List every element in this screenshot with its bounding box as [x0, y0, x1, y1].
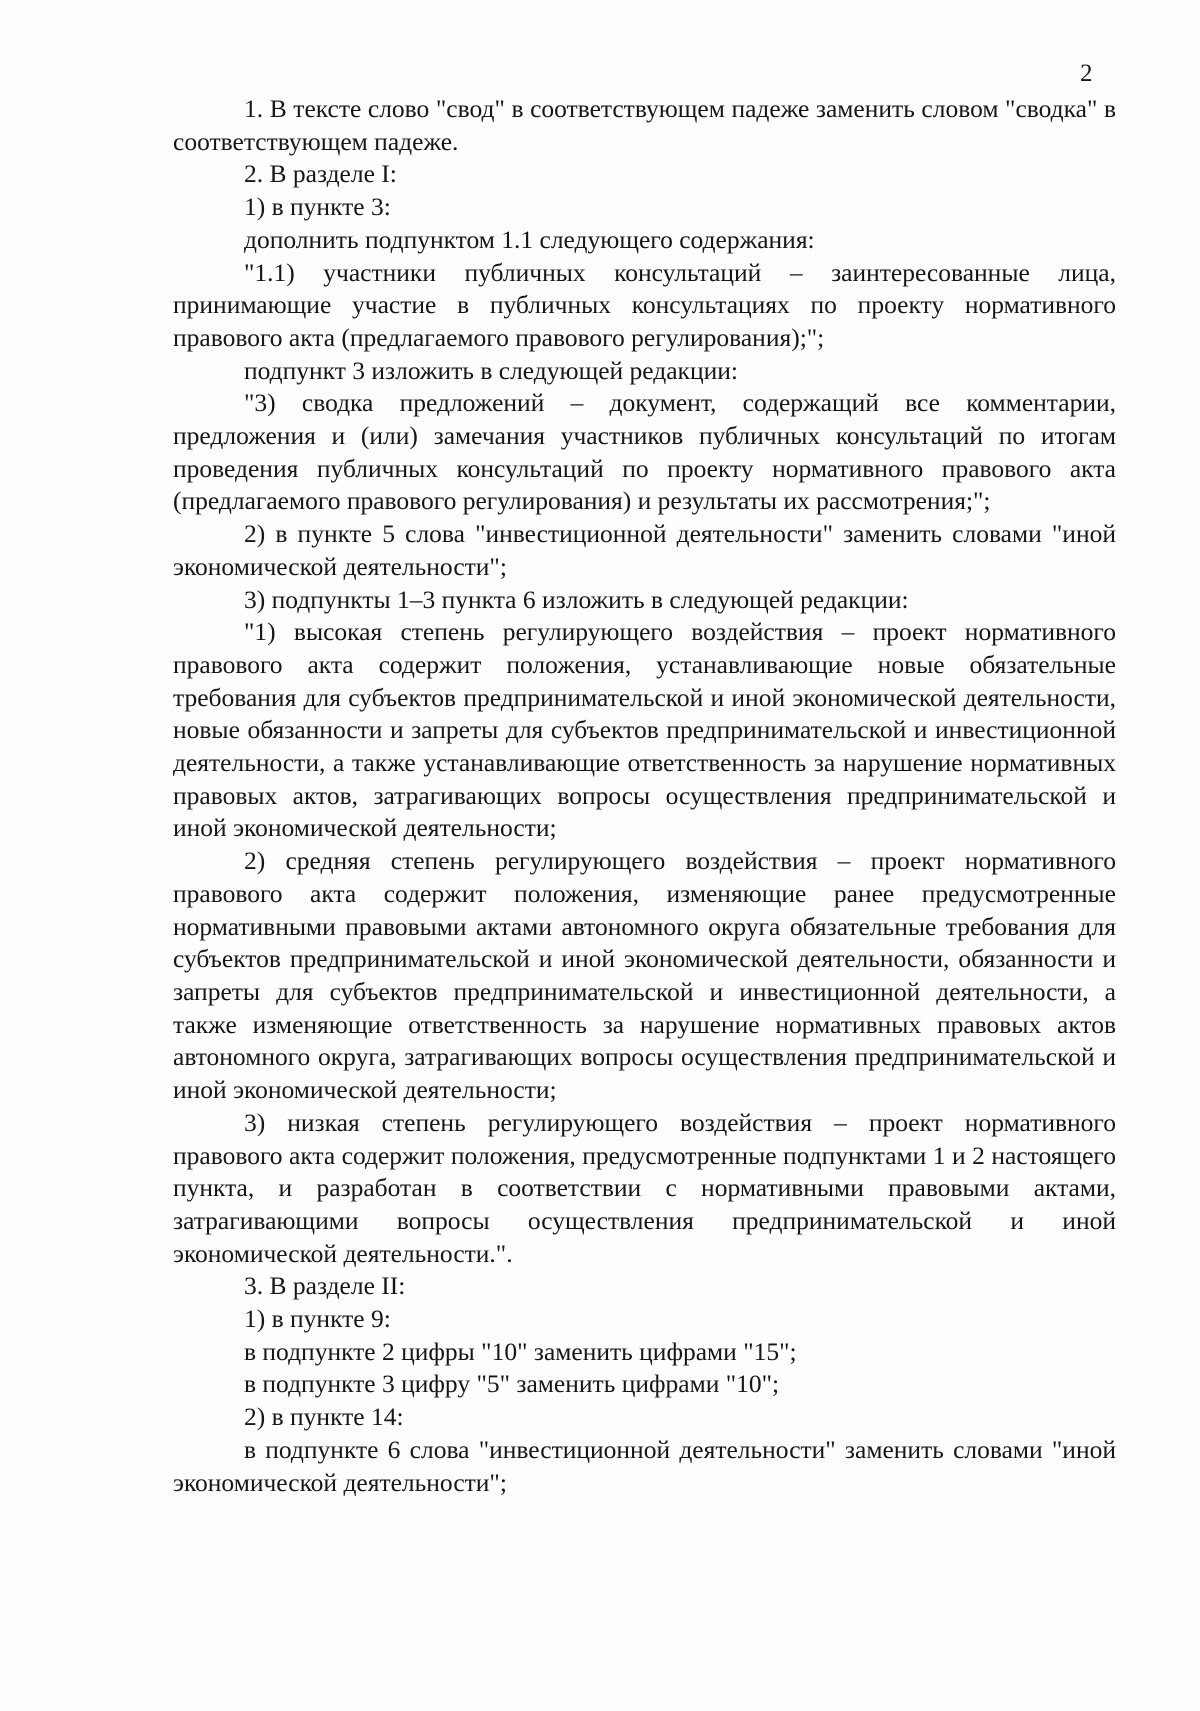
paragraph-2: 2. В разделе I:: [244, 159, 397, 189]
paragraph-18: в подпункте 6 слова "инвестиционной деятельности" заменить словами "иной экономической деятельности";: [173, 1434, 1116, 1497]
paragraph-1: 1. В тексте слово "свод" в соответствующем падеже заменить словом "сводка" в соответствующем падеже.: [173, 94, 1116, 156]
paragraph-7: "3) сводка предложений – документ, содержащий все комментарии, предложения и (или) замечания участников публичных консультаций по итогам проведения публичных консультаций по проекту нормативного правового акта (предлагаемого правового регулирования) и результаты их рассмотрения;";: [173, 388, 1116, 516]
paragraph-14: 1) в пункте 9:: [244, 1304, 391, 1334]
paragraph-16: в подпункте 3 цифру "5" заменить цифрами "10";: [244, 1369, 780, 1399]
paragraph-6: подпункт 3 изложить в следующей редакции:: [244, 355, 738, 385]
paragraph-10: "1) высокая степень регулирующего воздействия – проект нормативного правового акта содержит положения, устанавливающие новые обязательные требования для субъектов предпринимательской и иной экономической деятельности, новые обязанности и запреты для субъектов предпринимательской и инвестиционной деятельности, а также устанавливающие ответственность за нарушение нормативных правовых актов, затрагивающих вопросы осуществления предпринимательской и иной экономической деятельности;: [173, 617, 1116, 843]
paragraph-3: 1) в пункте 3:: [244, 192, 391, 222]
paragraph-15: в подпункте 2 цифры "10" заменить цифрами "15";: [244, 1336, 797, 1366]
paragraph-17: 2) в пункте 14:: [244, 1402, 404, 1432]
paragraph-9: 3) подпункты 1–3 пункта 6 изложить в следующей редакции:: [244, 584, 909, 614]
paragraph-5: "1.1) участники публичных консультаций – заинтересованные лица, принимающие участие в публичных консультациях по проекту нормативного правового акта (предлагаемого правового регулирования);";: [173, 257, 1116, 352]
paragraph-13: 3. В разделе II:: [244, 1271, 406, 1301]
paragraph-4: дополнить подпунктом 1.1 следующего содержания:: [244, 224, 815, 254]
paragraph-8: 2) в пункте 5 слова "инвестиционной деятельности" заменить словами "иной экономической деятельности";: [173, 519, 1116, 581]
page-number: 2: [1080, 60, 1093, 87]
document-body: [173, 93, 1116, 1499]
paragraph-12: 3) низкая степень регулирующего воздействия – проект нормативного правового акта содержит положения, предусмотренные подпунктами 1 и 2 настоящего пункта, и разработан в соответствии с нормативными правовыми актами, затрагивающими вопросы осуществления предпринимательской и иной экономической деятельности.".: [173, 1107, 1116, 1268]
paragraph-11: 2) средняя степень регулирующего воздействия – проект нормативного правового акта содержит положения, изменяющие ранее предусмотренные нормативными правовыми актами автономного округа обязательные требования для субъектов предпринимательской и иной экономической деятельности, обязанности и запреты для субъектов предпринимательской и инвестиционной деятельности, а также изменяющие ответственность за нарушение нормативных правовых актов автономного округа, затрагивающих вопросы осуществления предпринимательской и иной экономической деятельности;: [173, 846, 1116, 1105]
